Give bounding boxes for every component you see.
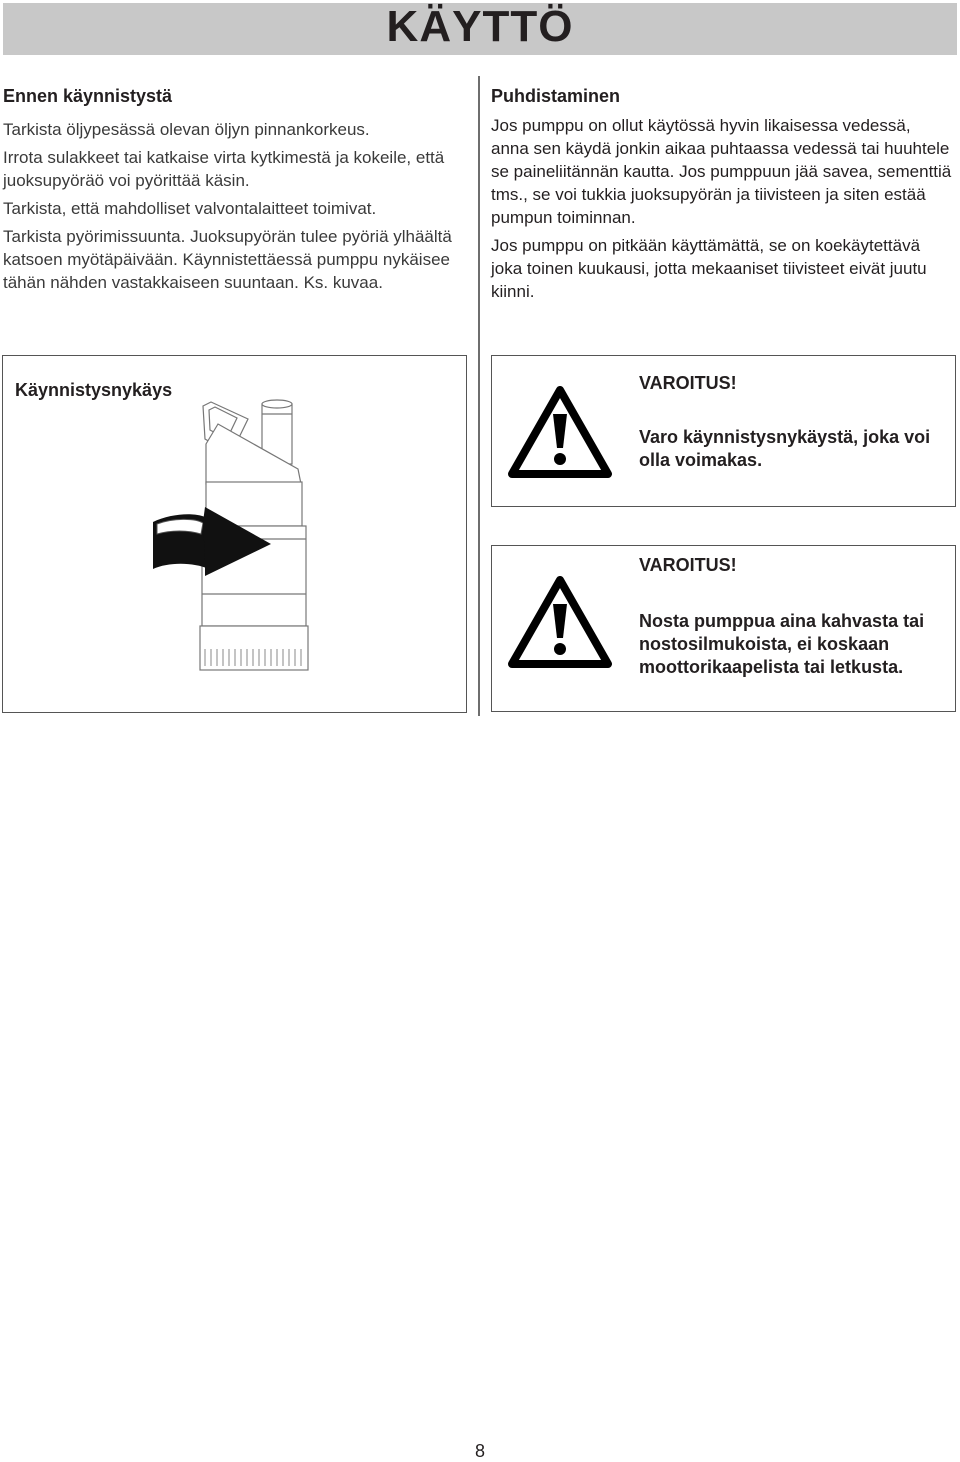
before-start-paragraph: Tarkista, että mahdolliset valvontalaitteet toimivat.	[3, 199, 377, 218]
warning-triangle-icon	[508, 386, 612, 478]
start-jerk-box	[2, 355, 467, 713]
warning-heading: VAROITUS!	[639, 555, 737, 575]
before-start-paragraph: Irrota sulakkeet tai katkaise virta kytkimestä ja kokeile, että juoksupyöräö voi pyörittää käsin.	[3, 148, 445, 190]
page-number: 8	[474, 1441, 485, 1461]
warning-triangle-icon	[508, 576, 612, 668]
before-start-paragraph: Tarkista öljypesässä olevan öljyn pinnankorkeus.	[3, 120, 370, 139]
warning-text: Nosta pumppua aina kahvasta tai nostosilmukoista, ei koskaan moottorikaapelista tai letkusta.	[639, 611, 925, 677]
before-start-section	[3, 86, 465, 299]
page-title: KÄYTTÖ	[386, 2, 574, 51]
cleaning-heading: Puhdistaminen	[491, 86, 621, 106]
warning-box	[491, 545, 956, 712]
cleaning-paragraph: Jos pumppu on pitkään käyttämättä, se on koekäytettävä joka toinen kuukausi, jotta mekaaniset tiivisteet eivät juutu kiinni.	[491, 236, 927, 301]
warning-box	[491, 355, 956, 507]
before-start-paragraph: Tarkista pyörimissuunta. Juoksupyörän tulee pyöriä ylhäältä katsoen myötäpäivään. Käynnistettäessä pumppu nykäisee tähän nähden vastakkaiseen suuntaan. Ks. kuvaa.	[3, 227, 452, 292]
warning-heading: VAROITUS!	[639, 373, 737, 393]
start-jerk-title: Käynnistysnykäys	[15, 380, 173, 400]
pump-illustration	[143, 394, 343, 674]
warning-text: Varo käynnistysnykäystä, joka voi olla voimakas.	[639, 427, 931, 470]
cleaning-section	[491, 86, 953, 308]
column-divider	[478, 76, 480, 716]
cleaning-paragraph: Jos pumppu on ollut käytössä hyvin likaisessa vedessä, anna sen käydä jonkin aikaa puhtaassa vedessä tai huuhtele se paineliitännän kautta. Jos pumppuun jää savea, sementtiä tms., se voi tukkia juoksupyörän ja tiivisteen ja siten estää pumpun toiminnan.	[491, 116, 952, 227]
before-start-heading: Ennen käynnistystä	[3, 86, 173, 106]
